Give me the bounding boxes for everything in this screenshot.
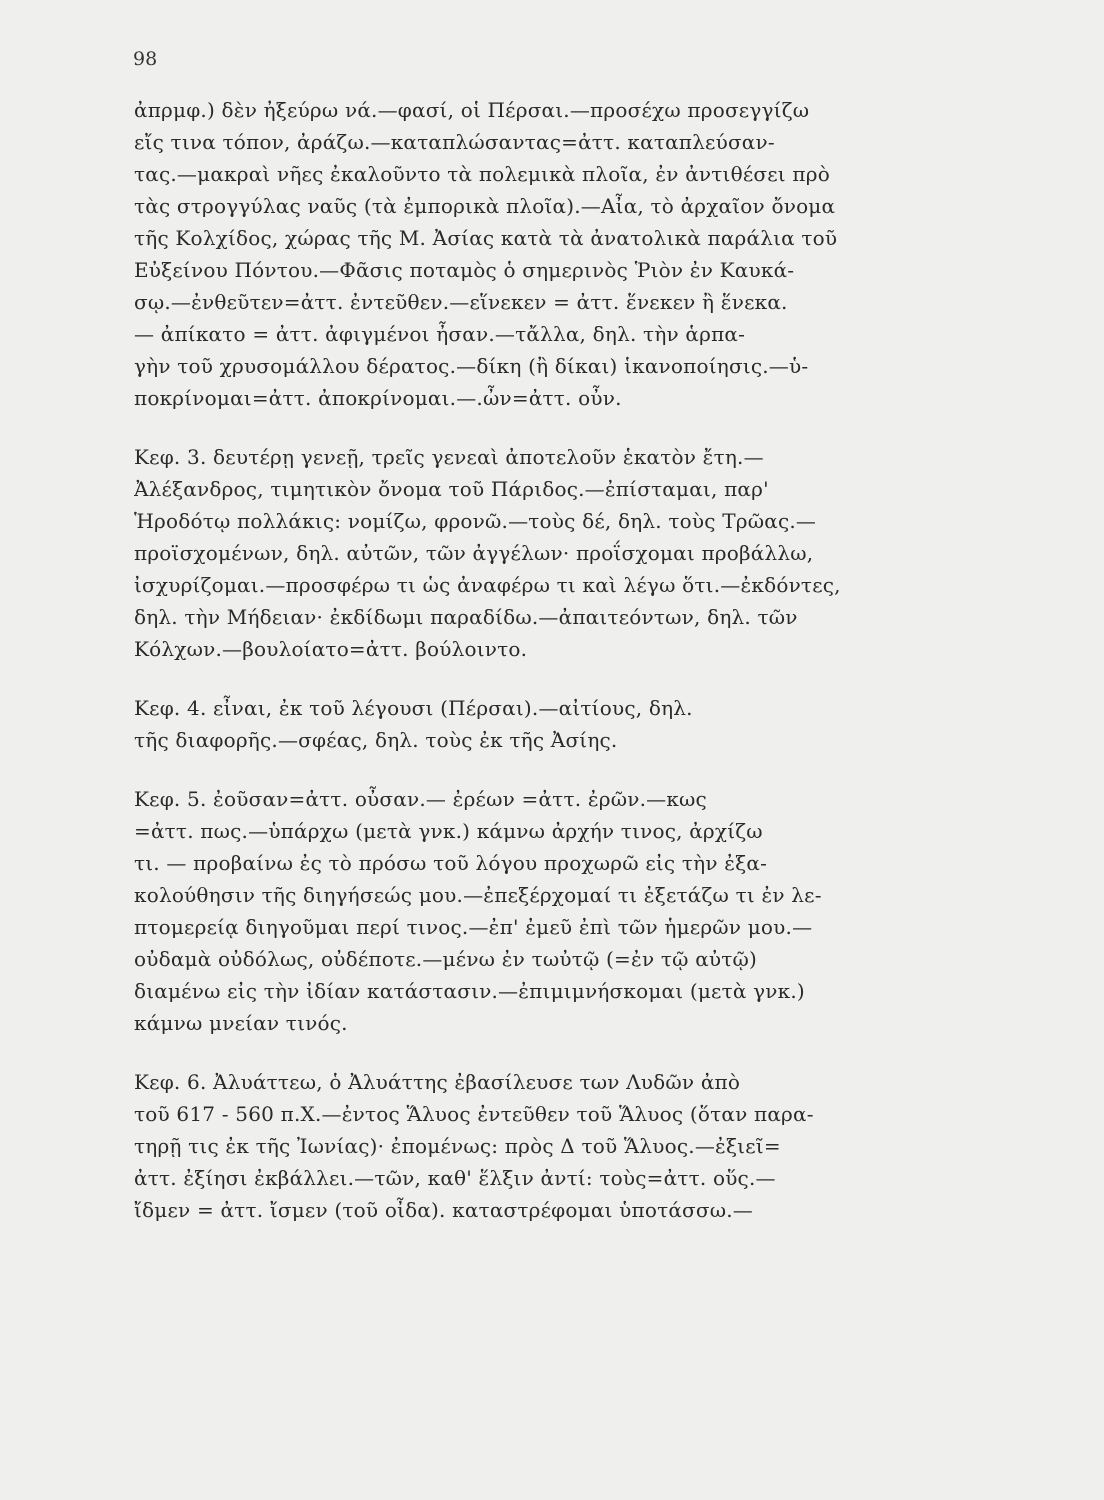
text-line: τὰς στρογγύλας ναῦς (τὰ ἐμπορικὰ πλοῖα).—Αἶα, τὸ ἀρχαῖον ὄνομα (134, 194, 836, 218)
text-line: κολούθησιν τῆς διηγήσεώς μου.—ἐπεξέρχομαί τι ἐξετάζω τι ἐν λε- (134, 883, 822, 907)
text-line: δηλ. τὴν Μήδειαν· ἐκδίδωμι παραδίδω.—ἀπαιτεόντων, δηλ. τῶν (134, 605, 798, 629)
text-line: Κεφ. 5. ἐοῦσαν=ἀττ. οὖσαν.— ἐρέων =ἀττ. ἐρῶν.—κως (134, 787, 707, 811)
text-line: οὐδαμὰ οὐδόλως, οὐδέποτε.—μένω ἐν τωὐτῷ (=ἐν τῷ αὐτῷ) (134, 947, 758, 971)
text-line: ποκρίνομαι=ἀττ. ἀποκρίνομαι.—.ὦν=ἀττ. οὖν. (134, 386, 622, 410)
text-line: προϊσχομένων, δηλ. αὐτῶν, τῶν ἀγγέλων· προΐσχομαι προβάλλω, (134, 541, 814, 565)
text-line: — ἀπίκατο = ἀττ. ἀφιγμένοι ἦσαν.—τἄλλα, δηλ. τὴν ἁρπα- (134, 322, 746, 346)
text-line: σῳ.—ἐνθεῦτεν=ἀττ. ἐντεῦθεν.—εἵνεκεν = ἀττ. ἕνεκεν ἢ ἕνεκα. (134, 290, 788, 314)
text-line: Κεφ. 4. εἶναι, ἐκ τοῦ λέγουσι (Πέρσαι).—αἰτίους, δηλ. (134, 696, 693, 720)
text-line: τῆς Κολχίδος, χώρας τῆς Μ. Ἀσίας κατὰ τὰ ἀνατολικὰ παράλια τοῦ (134, 226, 838, 250)
text-line: τηρῇ τις ἐκ τῆς Ἰωνίας)· ἐπομένως: πρὸς Δ τοῦ Ἅλυος.—ἐξιεῖ= (134, 1134, 781, 1158)
text-line: Κόλχων.—βουλοίατο=ἀττ. βούλοιντο. (134, 637, 528, 661)
text-line: ἀπρμφ.) δὲν ἠξεύρω νά.—φασί, οἱ Πέρσαι.—προσέχω προσεγγίζω (134, 98, 810, 122)
text-line: τας.—μακραὶ νῆες ἐκαλοῦντο τὰ πολεμικὰ πλοῖα, ἐν ἀντιθέσει πρὸ (134, 162, 830, 186)
text-line: Ἀλέξανδρος, τιμητικὸν ὄνομα τοῦ Πάριδος.—ἐπίσταμαι, παρ' (134, 477, 769, 501)
text-line: εἴς τινα τόπον, ἀράζω.—καταπλώσαντας=ἀττ. καταπλεύσαν- (134, 130, 775, 154)
text-line: ἀττ. ἐξίησι ἐκβάλλει.—τῶν, καθ' ἕλξιν ἀντί: τοὺς=ἀττ. οὕς.— (134, 1166, 776, 1190)
text-line: Ἡροδότῳ πολλάκις: νομίζω, φρονῶ.—τοὺς δέ, δηλ. τοὺς Τρῶας.— (134, 509, 817, 533)
text-line: κάμνω μνείαν τινός. (134, 1011, 348, 1035)
text-line: πτομερείᾳ διηγοῦμαι περί τινος.—ἐπ' ἐμεῦ ἐπὶ τῶν ἡμερῶν μου.— (134, 915, 813, 939)
text-line: ἰσχυρίζομαι.—προσφέρω τι ὡς ἀναφέρω τι καὶ λέγω ὅτι.—ἐκδόντες, (134, 573, 841, 597)
text-line: τοῦ 617 - 560 π.Χ.—ἐντος Ἅλυος ἐντεῦθεν τοῦ Ἅλυος (ὅταν παρα- (134, 1102, 814, 1126)
text-line: τι. — προβαίνω ἐς τὸ πρόσω τοῦ λόγου προχωρῶ εἰς τὴν ἐξα- (134, 851, 768, 875)
text-line: διαμένω εἰς τὴν ἰδίαν κατάστασιν.—ἐπιμιμνήσκομαι (μετὰ γνκ.) (134, 979, 805, 1003)
text-line: ἴδμεν = ἀττ. ἴσμεν (τοῦ οἶδα). καταστρέφομαι ὑποτάσσω.— (134, 1198, 754, 1222)
text-line: Κεφ. 6. Ἀλυάττεω, ὁ Ἀλυάττης ἐβασίλευσε των Λυδῶν ἀπὸ (134, 1070, 741, 1094)
page-number: 98 (133, 48, 158, 70)
text-line: Εὐξείνου Πόντου.—Φᾶσις ποταμὸς ὁ σημερινὸς Ῥιὸν ἐν Καυκά- (134, 258, 795, 282)
text-line: γὴν τοῦ χρυσομάλλου δέρατος.—δίκη (ἢ δίκαι) ἱκανοποίησις.—ὑ- (134, 354, 809, 378)
text-line: Κεφ. 3. δευτέρῃ γενεῇ, τρεῖς γενεαὶ ἀποτελοῦν ἑκατὸν ἔτη.— (134, 445, 764, 469)
text-line: τῆς διαφορῆς.—σφέας, δηλ. τοὺς ἐκ τῆς Ἀσίης. (134, 728, 618, 752)
text-line: =ἀττ. πως.—ὑπάρχω (μετὰ γνκ.) κάμνω ἀρχήν τινος, ἀρχίζω (134, 819, 763, 843)
